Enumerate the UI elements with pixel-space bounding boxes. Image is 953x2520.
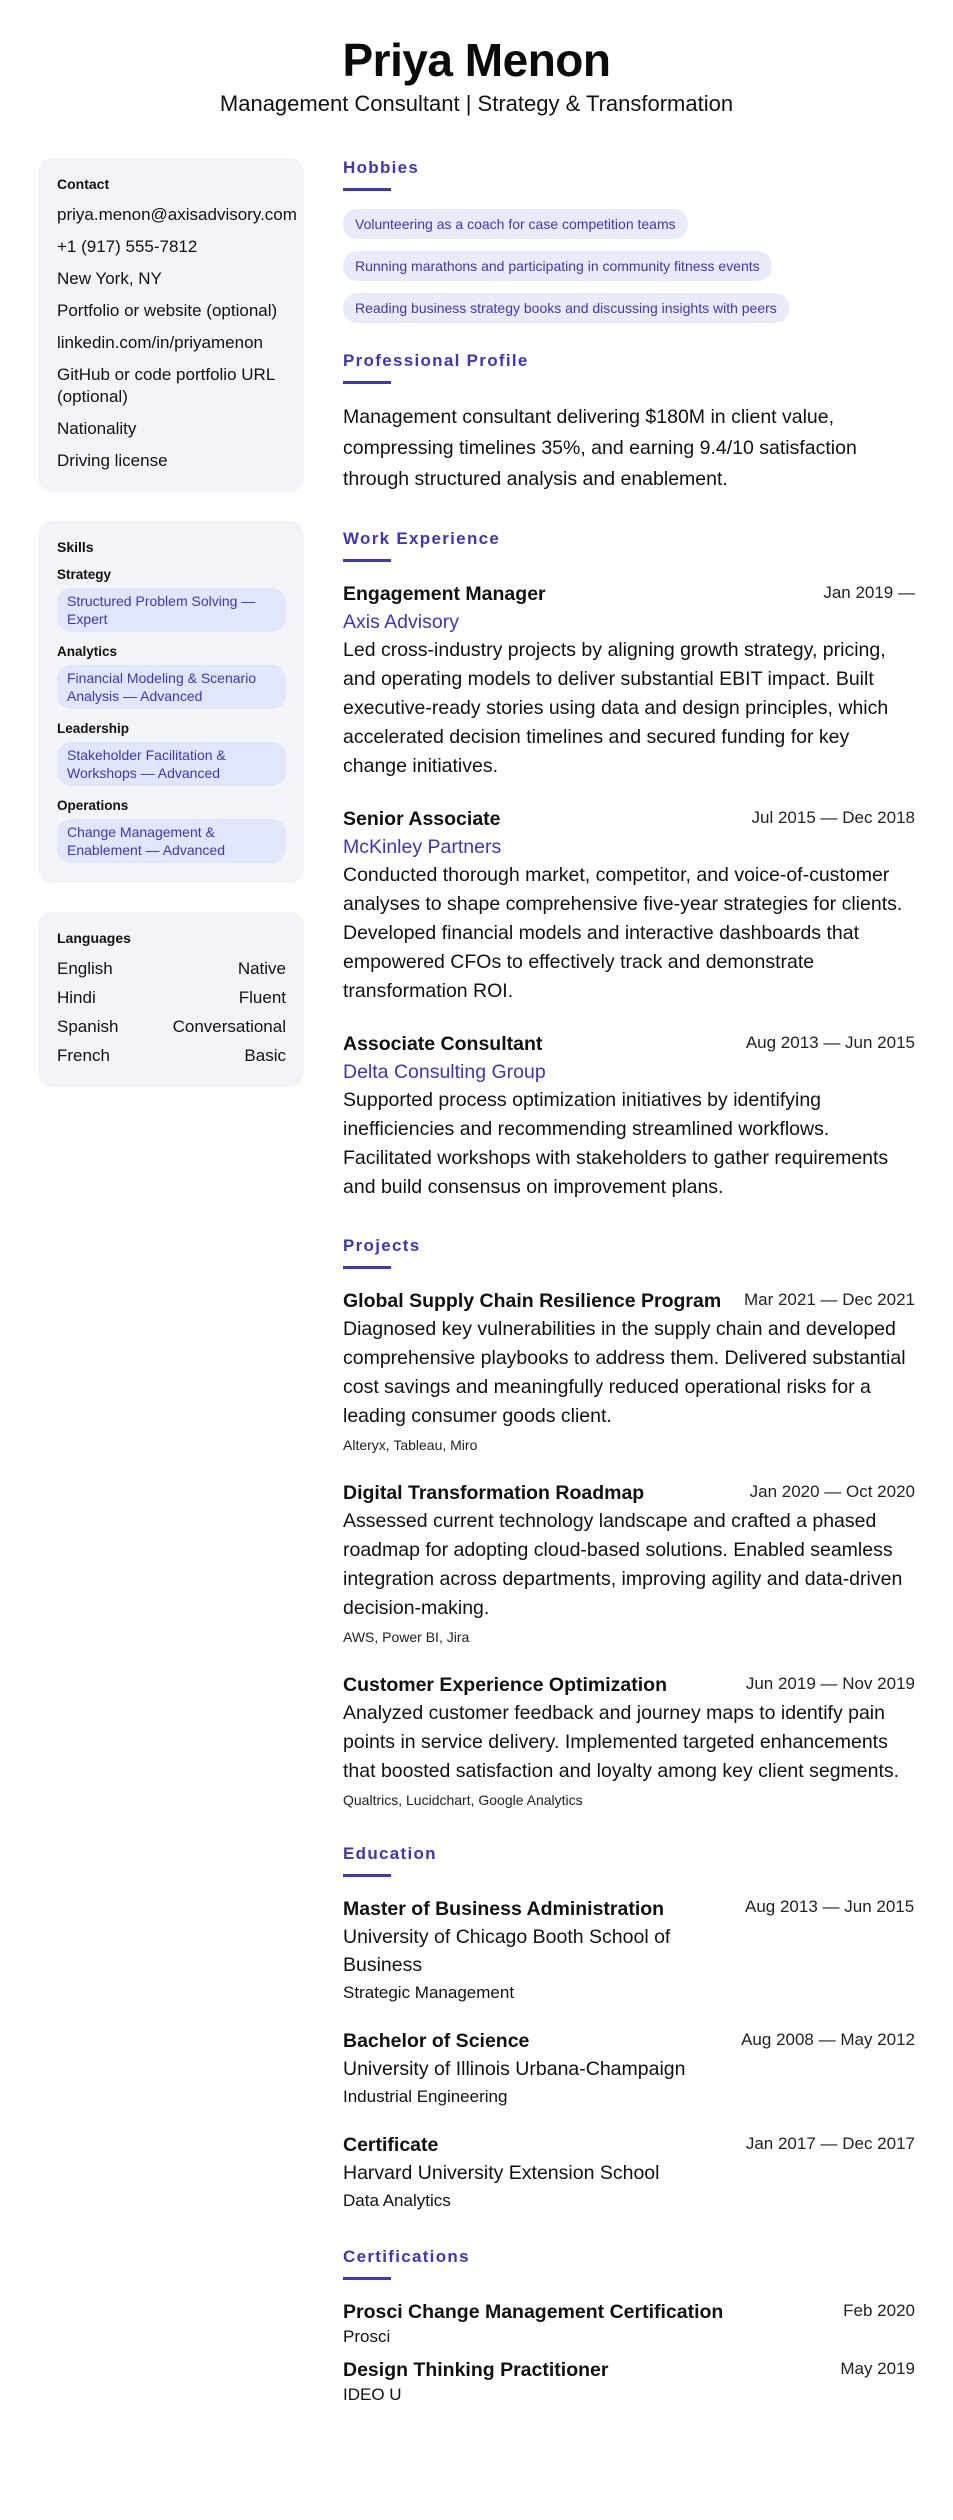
contact-github: GitHub or code portfolio URL (optional) [57,365,275,406]
project-entry [343,1671,915,1810]
section-divider [343,188,391,191]
field-of-study: Data Analytics [343,2191,451,2210]
language-name: Spanish [57,1017,119,1036]
section-divider [343,559,391,562]
contact-linkedin[interactable]: linkedin.com/in/priyamenon [57,333,263,352]
skill-group [57,798,286,863]
section-divider [343,381,391,384]
certification-issuer: IDEO U [343,2385,402,2404]
education-dates: Aug 2013 — Jun 2015 [745,1897,915,1916]
project-tools: AWS, Power BI, Jira [343,1629,470,1645]
job-description: Supported process optimization initiatives by identifying inefficiencies and recommending streamlined workflows. Facilitated workshops with stakeholders to gather requirements and build consensus on improvement plans. [343,1089,889,1198]
language-level: Fluent [238,988,286,1007]
job-description: Led cross-industry projects by aligning growth strategy, pricing, and operating models to deliver substantial EBIT impact. Built executive-ready stories using data and design principles, which accelerated decision timelines and secured funding for key change initiatives. [343,639,889,777]
contact-nationality: Nationality [57,419,137,438]
company-name: McKinley Partners [343,836,502,858]
language-level: Basic [244,1046,286,1065]
language-row [57,987,286,1009]
project-description: Assessed current technology landscape and crafted a phased roadmap for adopting cloud-based solutions. Enabled seamless integration across departments, improving agility and data-driven decision-making. [343,1510,903,1619]
contact-phone[interactable]: +1 (917) 555-7812 [57,237,198,256]
contact-title: Contact [57,176,110,192]
job-dates: Aug 2013 — Jun 2015 [745,1033,915,1052]
contact-location: New York, NY [57,269,162,288]
skill-group [57,644,286,709]
certification-issuer: Prosci [343,2327,391,2346]
experience-entry [343,580,915,781]
degree-name: Master of Business Administration [343,1898,665,1920]
certifications-section [343,2247,915,2406]
project-name: Global Supply Chain Resilience Program [343,1290,722,1312]
job-dates: Jul 2015 — Dec 2018 [751,808,915,827]
school-name: University of Chicago Booth School of Business [343,1926,671,1976]
certification-entry [343,2298,915,2348]
project-tools: Qualtrics, Lucidchart, Google Analytics [343,1792,583,1808]
language-level: Conversational [172,1017,286,1036]
hobbies-title: Hobbies [343,158,420,177]
skill-group [57,567,286,632]
skill-group-title: Analytics [57,644,118,659]
language-name: English [57,959,113,978]
experience-title: Work Experience [343,529,501,548]
contact-driving-license: Driving license [57,451,168,470]
certifications-title: Certifications [343,2247,470,2266]
job-dates: Jan 2019 — [823,583,915,602]
language-level: Native [237,959,286,978]
candidate-tagline: Management Consultant | Strategy & Transformation [219,91,734,116]
project-dates: Mar 2021 — Dec 2021 [743,1290,915,1309]
skills-title: Skills [57,539,94,555]
field-of-study: Strategic Management [343,1983,515,2002]
sidebar [38,158,304,1116]
certification-date: Feb 2020 [843,2301,915,2320]
profile-section [343,351,915,495]
skill-chip: Structured Problem Solving — Expert [57,588,286,632]
skill-chip: Stakeholder Facilitation & Workshops — Advanced [57,742,286,786]
field-of-study: Industrial Engineering [343,2087,508,2106]
skill-group-title: Operations [57,798,129,813]
resume-header [0,32,953,118]
school-name: University of Illinois Urbana-Champaign [343,2058,686,2080]
language-name: French [57,1046,110,1065]
job-title: Engagement Manager [343,583,546,605]
skill-chip: Financial Modeling & Scenario Analysis — Advanced [57,665,286,709]
language-name: Hindi [57,988,96,1007]
projects-section [343,1236,915,1810]
language-row [57,958,286,980]
education-title: Education [343,1844,437,1863]
project-name: Customer Experience Optimization [343,1674,667,1696]
hobby-chip: Reading business strategy books and discussing insights with peers [343,293,789,323]
experience-section [343,529,915,1202]
language-row [57,1045,286,1067]
projects-title: Projects [343,1236,421,1255]
hobby-chip: Running marathons and participating in community fitness events [343,251,772,281]
hobbies-section [343,158,915,323]
section-divider [343,2277,391,2280]
hobby-chip: Volunteering as a coach for case competition teams [343,209,688,239]
project-name: Digital Transformation Roadmap [343,1482,645,1504]
project-entry [343,1287,915,1455]
company-name: Axis Advisory [343,611,459,633]
project-description: Diagnosed key vulnerabilities in the supply chain and developed comprehensive playbooks to address them. Delivered substantial cost savings and meaningfully reduced operational risks for a leading consumer goods client. [343,1318,906,1427]
company-name: Delta Consulting Group [343,1061,546,1083]
language-row [57,1016,286,1038]
degree-name: Bachelor of Science [343,2030,530,2052]
education-entry [343,2131,915,2213]
skill-group-title: Leadership [57,721,130,736]
candidate-name: Priya Menon [342,34,611,86]
section-divider [343,1874,391,1877]
profile-summary: Management consultant delivering $180M in client value, compressing timelines 35%, and earning 9.4/10 satisfaction through structured analysis and enablement. [343,406,857,490]
section-divider [343,1266,391,1269]
degree-name: Certificate [343,2134,439,2156]
education-dates: Jan 2017 — Dec 2017 [745,2134,915,2153]
project-tools: Alteryx, Tableau, Miro [343,1437,478,1453]
languages-card [38,912,304,1087]
skill-group-title: Strategy [57,567,112,582]
contact-portfolio: Portfolio or website (optional) [57,301,278,320]
skills-card [38,521,304,883]
certification-date: May 2019 [840,2359,915,2378]
project-description: Analyzed customer feedback and journey maps to identify pain points in service delivery. Implemented targeted enhancements that boosted satisfaction and loyalty among key client segments. [343,1702,900,1782]
project-dates: Jun 2019 — Nov 2019 [745,1674,915,1693]
certification-entry [343,2356,915,2406]
experience-entry [343,1030,915,1202]
experience-entry [343,805,915,1006]
job-title: Associate Consultant [343,1033,543,1055]
contact-card [38,158,304,492]
contact-email[interactable]: priya.menon@axisadvisory.com [57,205,297,224]
certification-name: Design Thinking Practitioner [343,2359,609,2381]
skill-group [57,721,286,786]
project-dates: Jan 2020 — Oct 2020 [749,1482,915,1501]
education-dates: Aug 2008 — May 2012 [741,2030,915,2049]
main-content [343,158,915,2414]
project-entry [343,1479,915,1647]
education-entry [343,2027,915,2109]
education-entry [343,1895,915,2005]
job-description: Conducted thorough market, competitor, and voice-of-customer analyses to shape comprehensive five-year strategies for clients. Developed financial models and interactive dashboards that empowered CFOs to effectively track and demonstrate transformation ROI. [343,864,903,1002]
education-section [343,1844,915,2213]
school-name: Harvard University Extension School [343,2162,660,2184]
job-title: Senior Associate [343,808,501,830]
languages-title: Languages [57,930,131,946]
profile-title: Professional Profile [343,351,529,370]
certification-name: Prosci Change Management Certification [343,2301,724,2323]
skill-chip: Change Management & Enablement — Advanced [57,819,286,863]
